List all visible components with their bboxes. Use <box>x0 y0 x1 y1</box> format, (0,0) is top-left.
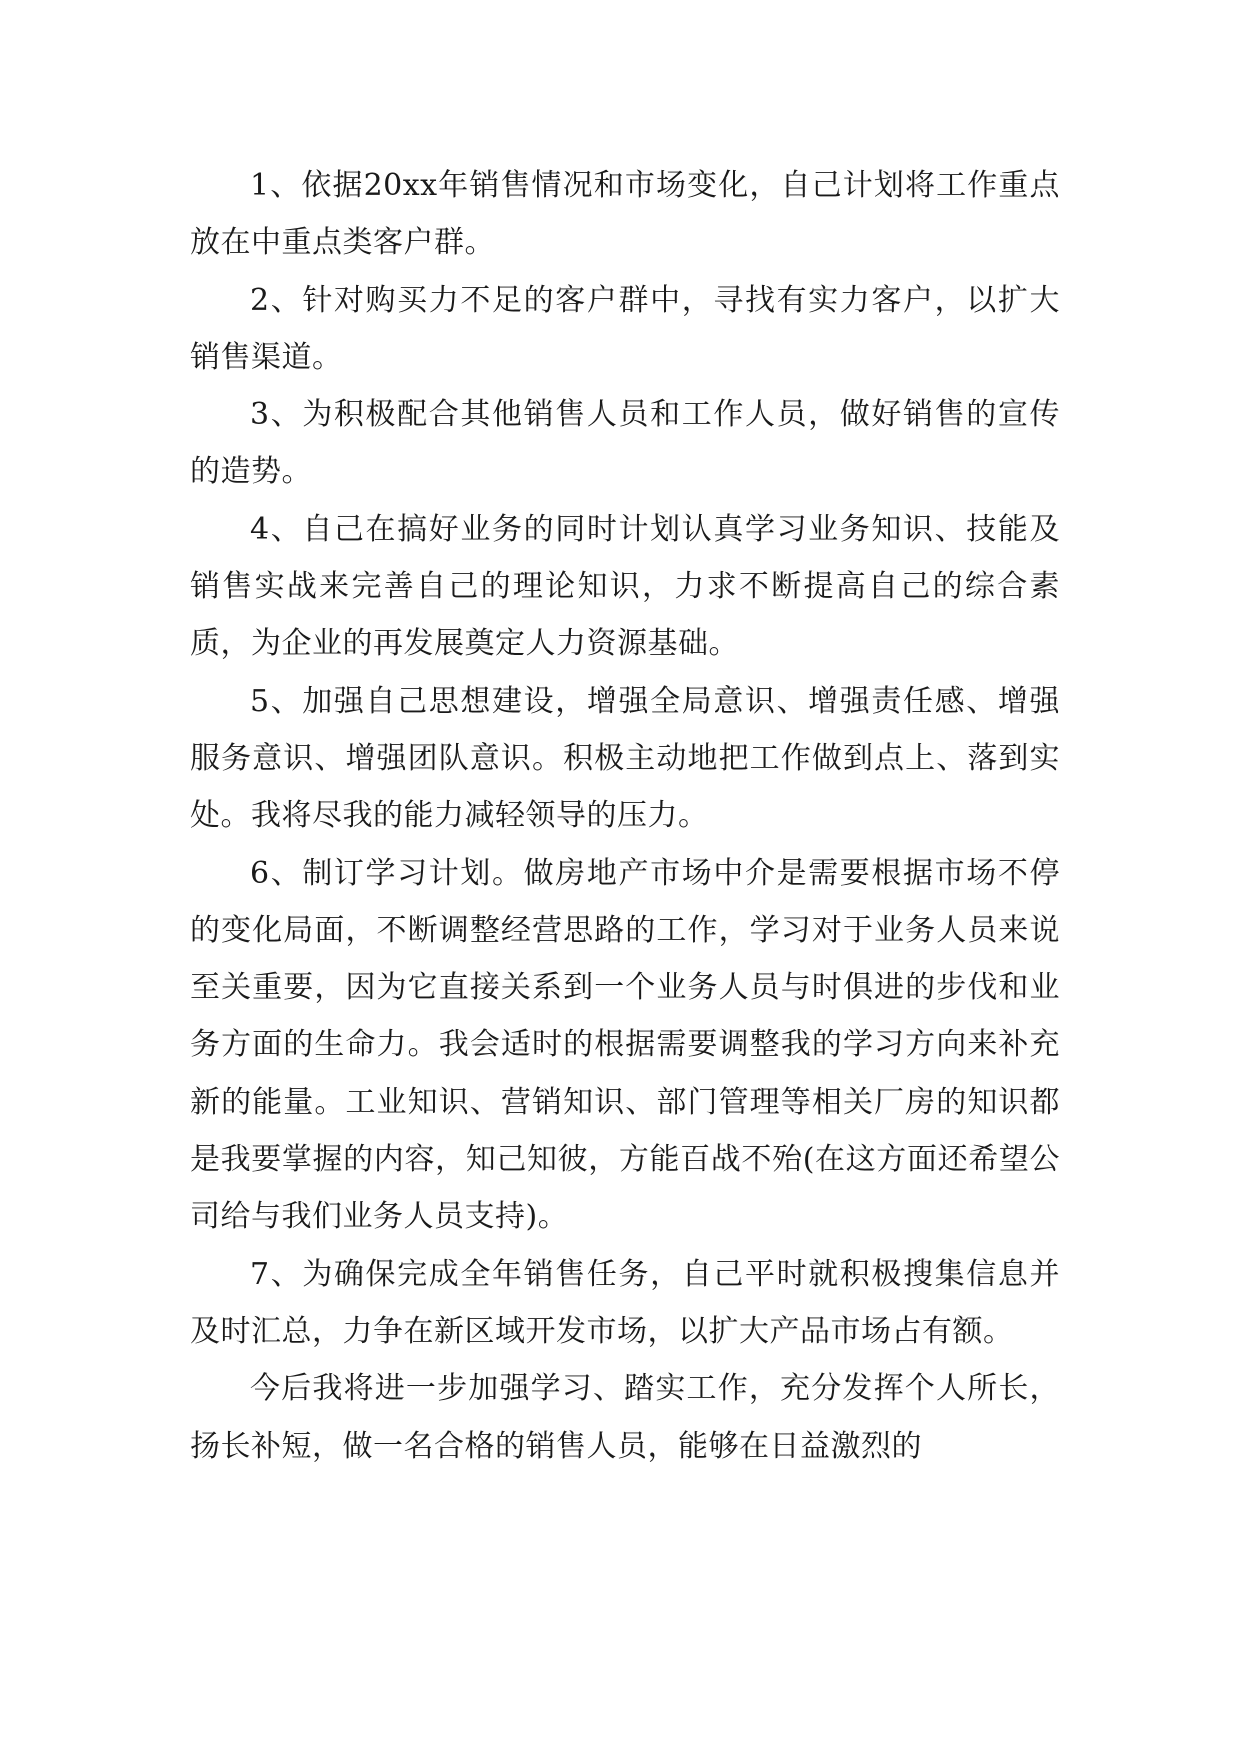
paragraph-3: 3、为积极配合其他销售人员和工作人员，做好销售的宣传的造势。 <box>190 397 1060 490</box>
paragraph-5: 5、加强自己思想建设，增强全局意识、增强责任感、增强服务意识、增强团队意识。积极主动地把工作做到点上、落到实处。我将尽我的能力减轻领导的压力。 <box>190 683 1060 834</box>
paragraph-6: 6、制订学习计划。做房地产市场中介是需要根据市场不停的变化局面，不断调整经营思路的工作，学习对于业务人员来说至关重要，因为它直接关系到一个业务人员与时俱进的步伐和业务方面的生命力。我会适时的根据需要调整我的学习方向来补充新的能量。工业知识、营销知识、部门管理等相关厂房的知识都是我要掌握的内容，知己知彼，方能百战不殆(在这方面还希望公司给与我们业务人员支持)。 <box>190 855 1060 1235</box>
paragraph-2: 2、针对购买力不足的客户群中，寻找有实力客户，以扩大销售渠道。 <box>190 282 1060 375</box>
paragraph-8: 今后我将进一步加强学习、踏实工作，充分发挥个人所长，扬长补短，做一名合格的销售人员，能够在日益激烈的 <box>190 1371 1060 1464</box>
paragraph-4: 4、自己在搞好业务的同时计划认真学习业务知识、技能及销售实战来完善自己的理论知识，力求不断提高自己的综合素质，为企业的再发展奠定人力资源基础。 <box>190 511 1060 662</box>
paragraph-1: 1、依据20xx年销售情况和市场变化，自己计划将工作重点放在中重点类客户群。 <box>190 168 1060 261</box>
paragraph-7: 7、为确保完成全年销售任务，自己平时就积极搜集信息并及时汇总，力争在新区域开发市场，以扩大产品市场占有额。 <box>190 1256 1060 1349</box>
document-body <box>190 157 1060 1475</box>
